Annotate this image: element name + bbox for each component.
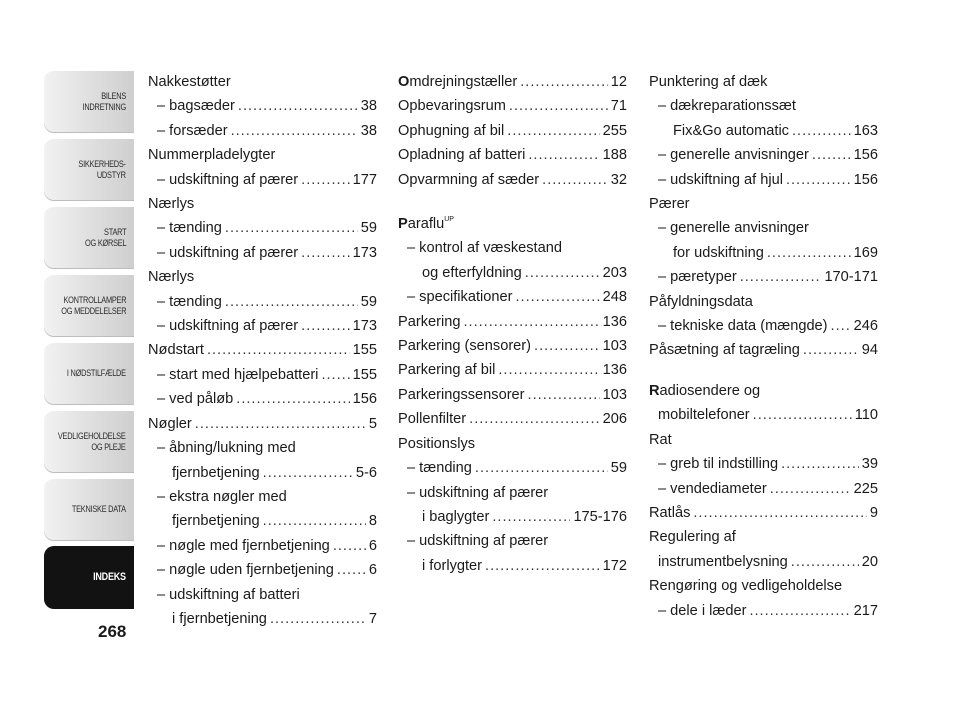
entry-text: Påfyldningsdata	[649, 293, 753, 310]
dot-leader	[270, 607, 366, 631]
dot-leader	[333, 534, 366, 558]
dot-leader	[498, 358, 599, 382]
tab-vedligeholdelse[interactable]	[44, 410, 134, 473]
page-reference: 177	[352, 171, 377, 188]
entry-text: – ekstra nøgler med	[157, 488, 287, 505]
index-entry	[148, 168, 377, 192]
entry-text: Positionslys	[398, 435, 476, 452]
page-reference: 206	[602, 411, 627, 428]
index-entry	[649, 216, 878, 240]
tab-label: I NØDSTILFÆLDE	[67, 368, 126, 378]
section-initial: O	[398, 74, 410, 90]
dot-leader	[469, 407, 600, 431]
index-entry	[148, 192, 377, 216]
entry-text: Rat	[649, 431, 672, 448]
index-entry	[649, 452, 878, 476]
page-reference: 20	[861, 553, 878, 570]
index-entry	[148, 436, 377, 460]
dot-leader	[740, 265, 822, 289]
section-gap	[398, 192, 627, 208]
entry-text: Regulering af	[649, 529, 736, 546]
page-reference: 38	[360, 98, 377, 115]
dot-leader	[263, 461, 353, 485]
page-reference: 7	[368, 610, 377, 627]
index-entry	[398, 310, 627, 334]
dot-leader	[803, 338, 859, 362]
index-entry	[649, 290, 878, 314]
dot-leader	[301, 314, 349, 338]
entry-text: Nærlys	[148, 269, 195, 286]
entry-text: – udskiftning af pærer	[157, 171, 299, 188]
dot-leader	[528, 383, 600, 407]
dot-leader	[749, 599, 850, 623]
index-entry	[148, 314, 377, 338]
index-entry	[398, 261, 627, 285]
dot-leader	[263, 509, 366, 533]
index-entry	[148, 338, 377, 362]
entry-text: Pærer	[649, 196, 690, 213]
dot-leader	[812, 143, 851, 167]
page-reference: 9	[869, 504, 878, 521]
entry-text: mobiltelefoner	[658, 407, 750, 424]
page-reference: 172	[602, 557, 627, 574]
entry-text: Pollenfilter	[398, 411, 467, 428]
page-reference: 173	[352, 244, 377, 261]
page-reference: 12	[610, 74, 627, 90]
entry-text: fjernbetjening	[172, 464, 260, 481]
entry-text: for udskiftning	[673, 244, 764, 261]
entry-text: Punktering af dæk	[649, 74, 768, 90]
tab-label: START OG KØRSEL	[84, 226, 126, 248]
index-entry	[398, 168, 627, 192]
dot-leader	[831, 314, 851, 338]
page-number: 268	[98, 622, 127, 641]
entry-text: – kontrol af væskestand	[407, 240, 562, 257]
entry-text: Opbevaringsrum	[398, 98, 506, 115]
index-entry	[649, 525, 878, 549]
entry-text: – udskiftning af hjul	[658, 171, 783, 188]
entry-text: – specifikationer	[407, 289, 513, 306]
index-entry	[398, 285, 627, 309]
index-entry	[148, 363, 377, 387]
entry-text: – dele i læder	[658, 602, 747, 619]
entry-text: Ratlås	[649, 504, 691, 521]
page-reference: 217	[853, 602, 878, 619]
index-entry	[148, 290, 377, 314]
index-column-2	[398, 70, 627, 578]
entry-text: Nærlys	[148, 196, 195, 213]
index-entry	[148, 607, 377, 631]
index-entry	[649, 599, 878, 623]
dot-leader	[753, 403, 852, 427]
index-entry	[148, 558, 377, 582]
entry-text: instrumentbelysning	[658, 553, 788, 570]
index-entry	[148, 216, 377, 240]
page-reference: 156	[853, 171, 878, 188]
entry-text: – pæretyper	[658, 269, 737, 286]
page-reference: 103	[602, 386, 627, 403]
entry-text: og efterfyldning	[422, 264, 522, 281]
page-reference: 155	[352, 342, 377, 359]
index-entry	[649, 477, 878, 501]
index-entry	[398, 432, 627, 456]
dot-leader	[515, 285, 599, 309]
entry-text: – generelle anvisninger	[658, 220, 809, 237]
entry-text: Paraflu$^{UP}$	[398, 216, 454, 233]
entry-text: – generelle anvisninger	[658, 147, 809, 164]
index-entry	[148, 143, 377, 167]
page-reference: 59	[360, 220, 377, 237]
dot-leader	[475, 456, 608, 480]
entry-text: – udskiftning af pærer	[407, 484, 549, 501]
dot-leader	[534, 334, 600, 358]
dot-leader	[781, 452, 859, 476]
page-reference: 136	[602, 313, 627, 330]
index-entry	[148, 265, 377, 289]
page-reference: 225	[853, 480, 878, 497]
entry-text: – udskiftning af pærer	[157, 318, 299, 335]
tab-label: BILENS INDRETNING	[82, 90, 126, 112]
entry-text: i baglygter	[422, 508, 490, 525]
entry-text: Rengøring og vedligeholdelse	[649, 578, 843, 595]
index-entry	[398, 334, 627, 358]
entry-text: – ved påløb	[157, 391, 234, 408]
index-entry	[649, 550, 878, 574]
entry-text: Parkering af bil	[398, 362, 496, 379]
tab-kontrollamper[interactable]	[44, 274, 134, 337]
index-entry	[398, 481, 627, 505]
page-reference: 173	[352, 318, 377, 335]
dot-leader	[509, 94, 608, 118]
dot-leader	[485, 554, 600, 578]
entry-text: – tænding	[157, 293, 222, 310]
entry-text: – nøgle med fjernbetjening	[157, 537, 330, 554]
tab-tekniske-data[interactable]	[44, 478, 134, 541]
index-entry	[398, 70, 627, 94]
index-entry	[148, 241, 377, 265]
page-reference: 175-176	[573, 508, 627, 525]
entry-text: – udskiftning af pærer	[157, 244, 299, 261]
tab-label: KONTROLLAMPER OG MEDDELELSER	[60, 294, 126, 316]
dot-leader	[791, 550, 859, 574]
page-reference: 59	[360, 293, 377, 310]
dot-leader	[767, 241, 851, 265]
entry-text: – åbning/lukning med	[157, 440, 296, 457]
entry-text: – start med hjælpebatteri	[157, 366, 319, 383]
dot-leader	[693, 501, 867, 525]
index-entry	[398, 236, 627, 260]
entry-text: Nødstart	[148, 342, 204, 359]
index-entry	[649, 379, 878, 403]
index-entry	[649, 241, 878, 265]
section-initial: R	[649, 382, 660, 399]
index-entry	[148, 485, 377, 509]
index-entry	[649, 119, 878, 143]
entry-text: – nøgle uden fjernbetjening	[157, 562, 334, 579]
entry-text: Nakkestøtter	[148, 74, 231, 90]
dot-leader	[301, 241, 349, 265]
dot-leader	[301, 168, 349, 192]
entry-text: Omdrejningstæller	[398, 74, 518, 90]
dot-leader	[507, 119, 599, 143]
dot-leader	[786, 168, 851, 192]
dot-leader	[236, 387, 349, 411]
entry-text: – vendediameter	[658, 480, 767, 497]
entry-text: – udskiftning af pærer	[407, 533, 549, 550]
page-reference: 246	[853, 318, 878, 335]
index-column-1	[148, 70, 377, 631]
entry-text: Parkering	[398, 313, 461, 330]
index-entry	[148, 387, 377, 411]
index-entry	[398, 407, 627, 431]
index-entry	[398, 505, 627, 529]
entry-text: Parkeringssensorer	[398, 386, 525, 403]
index-entry	[398, 529, 627, 553]
dot-leader	[225, 290, 358, 314]
index-entry	[649, 338, 878, 362]
entry-text: Fix&Go automatic	[673, 122, 789, 139]
page-reference: 163	[853, 122, 878, 139]
dot-leader	[463, 310, 599, 334]
tab-indeks[interactable]	[44, 546, 134, 609]
index-entry	[148, 509, 377, 533]
page-reference: 32	[610, 171, 627, 188]
tab-bilens-indretning[interactable]	[44, 70, 134, 133]
entry-text: Nøgler	[148, 415, 192, 432]
index-entry	[649, 143, 878, 167]
index-entry	[398, 119, 627, 143]
page-reference: 170-171	[824, 269, 878, 286]
entry-text: – tænding	[407, 460, 472, 477]
entry-text: – dækreparationssæt	[658, 98, 796, 115]
tab-label: TEKNISKE DATA	[72, 504, 126, 514]
entry-text: Radiosendere og	[649, 382, 761, 399]
index-entry	[148, 119, 377, 143]
page-reference: 71	[610, 98, 627, 115]
index-entry	[148, 70, 377, 94]
page-reference: 6	[368, 562, 377, 579]
index-entry	[649, 168, 878, 192]
entry-text: Påsætning af tagræling	[649, 342, 800, 359]
dot-leader	[542, 168, 608, 192]
index-entry	[649, 70, 878, 94]
page-reference: 94	[861, 342, 878, 359]
page-reference: 188	[602, 147, 627, 164]
index-entry	[398, 456, 627, 480]
index-entry	[649, 192, 878, 216]
entry-text: i forlygter	[422, 557, 483, 574]
page-reference: 5	[368, 415, 377, 432]
index-column-3	[649, 70, 878, 623]
page-reference: 255	[602, 122, 627, 139]
index-entry	[148, 583, 377, 607]
page-reference: 136	[602, 362, 627, 379]
index-entry	[649, 501, 878, 525]
entry-text: – tænding	[157, 220, 222, 237]
entry-text: – greb til indstilling	[658, 456, 779, 473]
page-reference: 156	[853, 147, 878, 164]
dot-leader	[492, 505, 570, 529]
index-entry	[398, 208, 627, 236]
entry-text: – forsæder	[157, 122, 228, 139]
dot-leader	[525, 261, 600, 285]
page-reference: 203	[602, 264, 627, 281]
tab-sikkerhedsudstyr[interactable]	[44, 138, 134, 201]
entry-text: – tekniske data (mængde)	[658, 318, 828, 335]
dot-leader	[528, 143, 599, 167]
dot-leader	[770, 477, 851, 501]
dot-leader	[225, 216, 358, 240]
tab-label: SIKKERHEDS- UDSTYR	[78, 158, 126, 180]
index-entry	[398, 143, 627, 167]
index-entry	[649, 403, 878, 427]
index-entry	[148, 534, 377, 558]
entry-text: i fjernbetjening	[172, 610, 267, 627]
index-entry	[398, 358, 627, 382]
page-reference: 169	[853, 244, 878, 261]
tab-label: VEDLIGEHOLDELSE OG PLEJE	[58, 430, 126, 452]
page-reference: 6	[368, 537, 377, 554]
dot-leader	[337, 558, 366, 582]
page-reference: 248	[602, 289, 627, 306]
page-reference: 103	[602, 338, 627, 355]
index-entry	[398, 554, 627, 578]
index-entry	[148, 412, 377, 436]
entry-text: fjernbetjening	[172, 513, 260, 530]
index-entry	[649, 94, 878, 118]
index-entry	[649, 574, 878, 598]
page-reference: 39	[861, 456, 878, 473]
dot-leader	[321, 363, 349, 387]
dot-leader	[207, 338, 350, 362]
index-entry	[649, 265, 878, 289]
entry-text: Opvarmning af sæder	[398, 171, 540, 188]
index-entry	[649, 428, 878, 452]
index-entry	[148, 94, 377, 118]
dot-leader	[195, 412, 366, 436]
tab-label: INDEKS	[93, 571, 126, 583]
section-gap	[649, 363, 878, 379]
section-initial: P	[398, 216, 408, 233]
page-reference: 110	[854, 407, 878, 424]
index-entry	[649, 314, 878, 338]
index-entry	[398, 383, 627, 407]
dot-leader	[520, 70, 608, 94]
page-reference: 59	[610, 460, 627, 477]
page-reference: 156	[352, 391, 377, 408]
entry-text: – bagsæder	[157, 98, 235, 115]
dot-leader	[238, 94, 358, 118]
entry-text: Parkering (sensorer)	[398, 338, 532, 355]
tab-start-og-korsel[interactable]	[44, 206, 134, 269]
tab-i-nodstilfaelde[interactable]	[44, 342, 134, 405]
index-entry	[148, 461, 377, 485]
page-reference: 5-6	[355, 464, 377, 481]
entry-text: Nummerpladelygter	[148, 147, 276, 164]
entry-text: Ophugning af bil	[398, 122, 505, 139]
chapter-tabs	[44, 70, 134, 614]
dot-leader	[231, 119, 358, 143]
superscript: UP	[444, 216, 454, 224]
index-entry	[398, 94, 627, 118]
page-reference: 38	[360, 122, 377, 139]
page-reference: 155	[352, 366, 377, 383]
entry-text: Opladning af batteri	[398, 147, 526, 164]
entry-text: – udskiftning af batteri	[157, 586, 300, 603]
page-reference: 8	[368, 513, 377, 530]
dot-leader	[792, 119, 851, 143]
